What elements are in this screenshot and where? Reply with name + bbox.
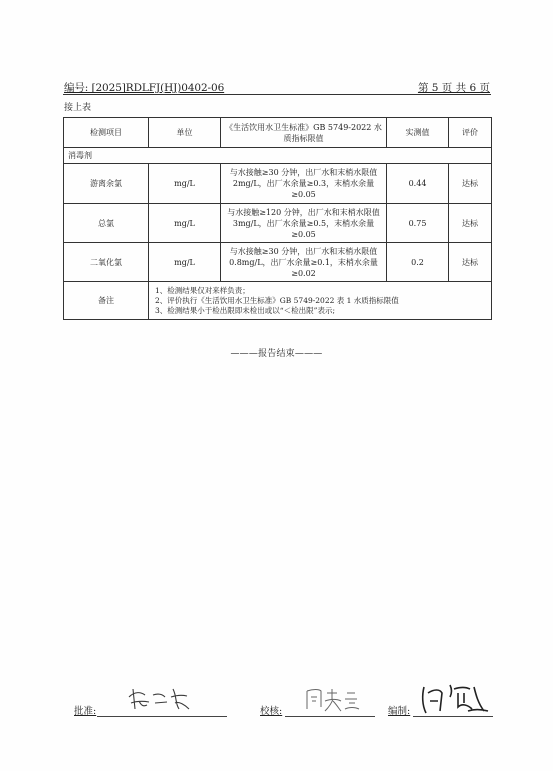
note-line: 3、检测结果小于检出限即未检出或以“＜检出限”表示; — [155, 305, 335, 315]
row-item: 游离余氯 — [64, 164, 149, 204]
results-table — [63, 117, 492, 320]
row-unit: mg/L — [149, 243, 221, 282]
approve-signature — [125, 683, 195, 715]
table-header-row — [64, 118, 492, 148]
header-measured: 实测值 — [387, 118, 449, 148]
notes-row — [64, 282, 492, 320]
notes-cell — [149, 282, 492, 320]
note-line: 2、评价执行《生活饮用水卫生标准》GB 5749-2022 表 1 水质指标限值 — [155, 295, 399, 305]
report-number: 编号: [2025]RDLFJ(HJ)0402-06 — [64, 82, 225, 94]
row-measured: 0.75 — [387, 204, 449, 243]
header-unit: 单位 — [149, 118, 221, 148]
table-row — [64, 204, 492, 243]
row-evaluation: 达标 — [449, 243, 492, 282]
notes-label: 备注 — [64, 282, 149, 320]
review-signature — [303, 685, 363, 715]
row-item: 总氯 — [64, 204, 149, 243]
row-measured: 0.2 — [387, 243, 449, 282]
row-item: 二氧化氯 — [64, 243, 149, 282]
header-item: 检测项目 — [64, 118, 149, 148]
table-row — [64, 164, 492, 204]
row-evaluation: 达标 — [449, 164, 492, 204]
approve-label: 批准: — [74, 706, 97, 717]
row-unit: mg/L — [149, 204, 221, 243]
row-standard: 与水接触≥30 分钟，出厂水和末梢水限值 2mg/L，出厂水余量≥0.3，末梢水余量≥0.05 — [221, 164, 387, 204]
compile-label: 编制: — [388, 706, 411, 717]
row-standard: 与水接触≥120 分钟，出厂水和末梢水限值 3mg/L，出厂水余量≥0.5，末梢水余量≥0.05 — [221, 204, 387, 243]
review-label: 校核: — [260, 706, 283, 717]
header-rule — [63, 94, 491, 95]
header-standard: 《生活饮用水卫生标准》GB 5749-2022 水质指标限值 — [221, 118, 387, 148]
row-standard: 与水接触≥30 分钟，出厂水和末梢水限值 0.8mg/L，出厂水余量≥0.1，末梢水余量≥0.02 — [221, 243, 387, 282]
report-end-marker: ———报告结束——— — [230, 349, 323, 359]
page-indicator: 第 5 页 共 6 页 — [417, 82, 490, 94]
signature-row — [0, 685, 553, 725]
note-line: 1、检测结果仅对来样负责； — [155, 285, 250, 295]
compile-signature — [418, 679, 490, 717]
section-label: 消毒剂 — [64, 148, 492, 164]
header-evaluation: 评价 — [449, 118, 492, 148]
continued-label: 接上表 — [64, 103, 92, 113]
row-measured: 0.44 — [387, 164, 449, 204]
row-unit: mg/L — [149, 164, 221, 204]
section-row — [64, 148, 492, 164]
approve-line — [97, 716, 227, 717]
table-row — [64, 243, 492, 282]
review-line — [285, 716, 375, 717]
row-evaluation: 达标 — [449, 204, 492, 243]
